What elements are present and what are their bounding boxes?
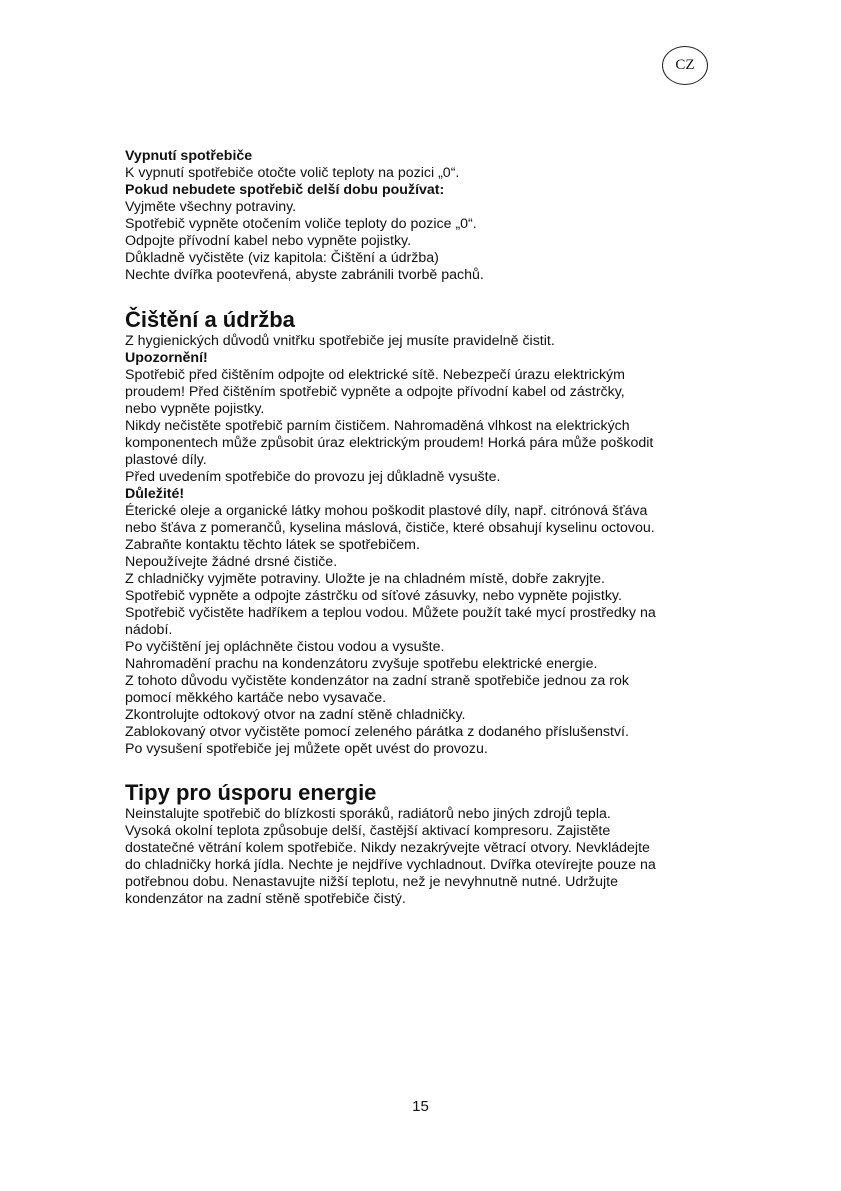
text-line: Z chladničky vyjměte potraviny. Uložte je na chladném místě, dobře zakryjte.: [125, 571, 605, 587]
section-switch-off: [125, 148, 715, 284]
text-line: pomocí měkkého kartáče nebo vysavače.: [125, 690, 387, 706]
language-badge: CZ: [662, 46, 708, 85]
text-line: kondenzátor na zadní stěně spotřebiče čistý.: [125, 891, 406, 907]
text-line: nádobí.: [125, 622, 173, 638]
text-line: Nikdy nečistěte spotřebič parním čističem. Nahromaděná vlhkost na elektrických: [125, 418, 630, 434]
text-line: Vyjměte všechny potraviny.: [125, 199, 297, 215]
text-line: Nechte dvířka pootevřená, abyste zabránili tvorbě pachů.: [125, 267, 484, 283]
text-line: Zkontrolujte odtokový otvor na zadní stěně chladničky.: [125, 707, 466, 723]
text-line: proudem! Před čištěním spotřebič vypněte a odpojte přívodní kabel od zástrčky,: [125, 384, 625, 400]
page-content: [125, 148, 715, 908]
text-line: K vypnutí spotřebiče otočte volič teploty na pozici „0“.: [125, 165, 460, 181]
page-number: 15: [412, 1098, 429, 1115]
text-line: Neinstalujte spotřebič do blízkosti sporáků, radiátorů nebo jiných zdrojů tepla.: [125, 806, 611, 822]
text-line: dostatečné větrání kolem spotřebiče. Nikdy nezakrývejte větrací otvory. Nevkládejte: [125, 840, 650, 856]
text-line: Zabraňte kontaktu těchto látek se spotřebičem.: [125, 537, 420, 553]
text-line: potřebnou dobu. Nenastavujte nižší teplotu, než je nevyhnutně nutné. Udržujte: [125, 874, 618, 890]
text-line: Důkladně vyčistěte (viz kapitola: Čištění a údržba): [125, 250, 439, 266]
subheading-line: Pokud nebudete spotřebič delší dobu používat:: [125, 182, 445, 198]
text-line: Éterické oleje a organické látky mohou poškodit plastové díly, např. citrónová šťáva: [125, 503, 648, 519]
text-line: Spotřebič vypněte a odpojte zástrčku od síťové zásuvky, nebo vypněte pojistky.: [125, 588, 622, 604]
text-line: Před uvedením spotřebiče do provozu jej důkladně vysušte.: [125, 469, 501, 485]
text-line: nebo vypněte pojistky.: [125, 401, 265, 417]
section-energy-tips: [125, 806, 715, 908]
text-line: plastové díly.: [125, 452, 207, 468]
text-line: Nahromadění prachu na kondenzátoru zvyšuje spotřebu elektrické energie.: [125, 656, 598, 672]
text-line: Spotřebič vypněte otočením voliče teploty do pozice „0“.: [125, 216, 477, 232]
text-line: Odpojte přívodní kabel nebo vypněte pojistky.: [125, 233, 412, 249]
section-cleaning: [125, 333, 715, 758]
text-line: komponentech může způsobit úraz elektrickým proudem! Horká pára může poškodit: [125, 435, 654, 451]
heading-cleaning: Čištění a údržba: [125, 307, 295, 332]
subheading-line: Upozornění!: [125, 350, 208, 366]
text-line: Po vyčištění jej opláchněte čistou vodou a vysušte.: [125, 639, 445, 655]
subheading-line: Vypnutí spotřebiče: [125, 148, 253, 164]
text-line: Z hygienických důvodů vnitřku spotřebiče jej musíte pravidelně čistit.: [125, 333, 555, 349]
text-line: Spotřebič vyčistěte hadříkem a teplou vodou. Můžete použít také mycí prostředky na: [125, 605, 656, 621]
text-line: nebo šťáva z pomerančů, kyselina máslová, čističe, které obsahují kyselinu octovou.: [125, 520, 655, 536]
text-line: Po vysušení spotřebiče jej můžete opět uvést do provozu.: [125, 741, 488, 757]
subheading-line: Důležité!: [125, 486, 185, 502]
text-line: do chladničky horká jídla. Nechte je nejdříve vychladnout. Dvířka otevírejte pouze na: [125, 857, 656, 873]
text-line: Z tohoto důvodu vyčistěte kondenzátor na zadní straně spotřebiče jednou za rok: [125, 673, 629, 689]
text-line: Zablokovaný otvor vyčistěte pomocí zeleného párátka z dodaného příslušenství.: [125, 724, 629, 740]
heading-energy-tips: Tipy pro úsporu energie: [125, 780, 377, 805]
text-line: Vysoká okolní teplota způsobuje delší, častější aktivací kompresoru. Zajistěte: [125, 823, 611, 839]
text-line: Nepoužívejte žádné drsné čističe.: [125, 554, 338, 570]
text-line: Spotřebič před čištěním odpojte od elektrické sítě. Nebezpečí úrazu elektrickým: [125, 367, 625, 383]
